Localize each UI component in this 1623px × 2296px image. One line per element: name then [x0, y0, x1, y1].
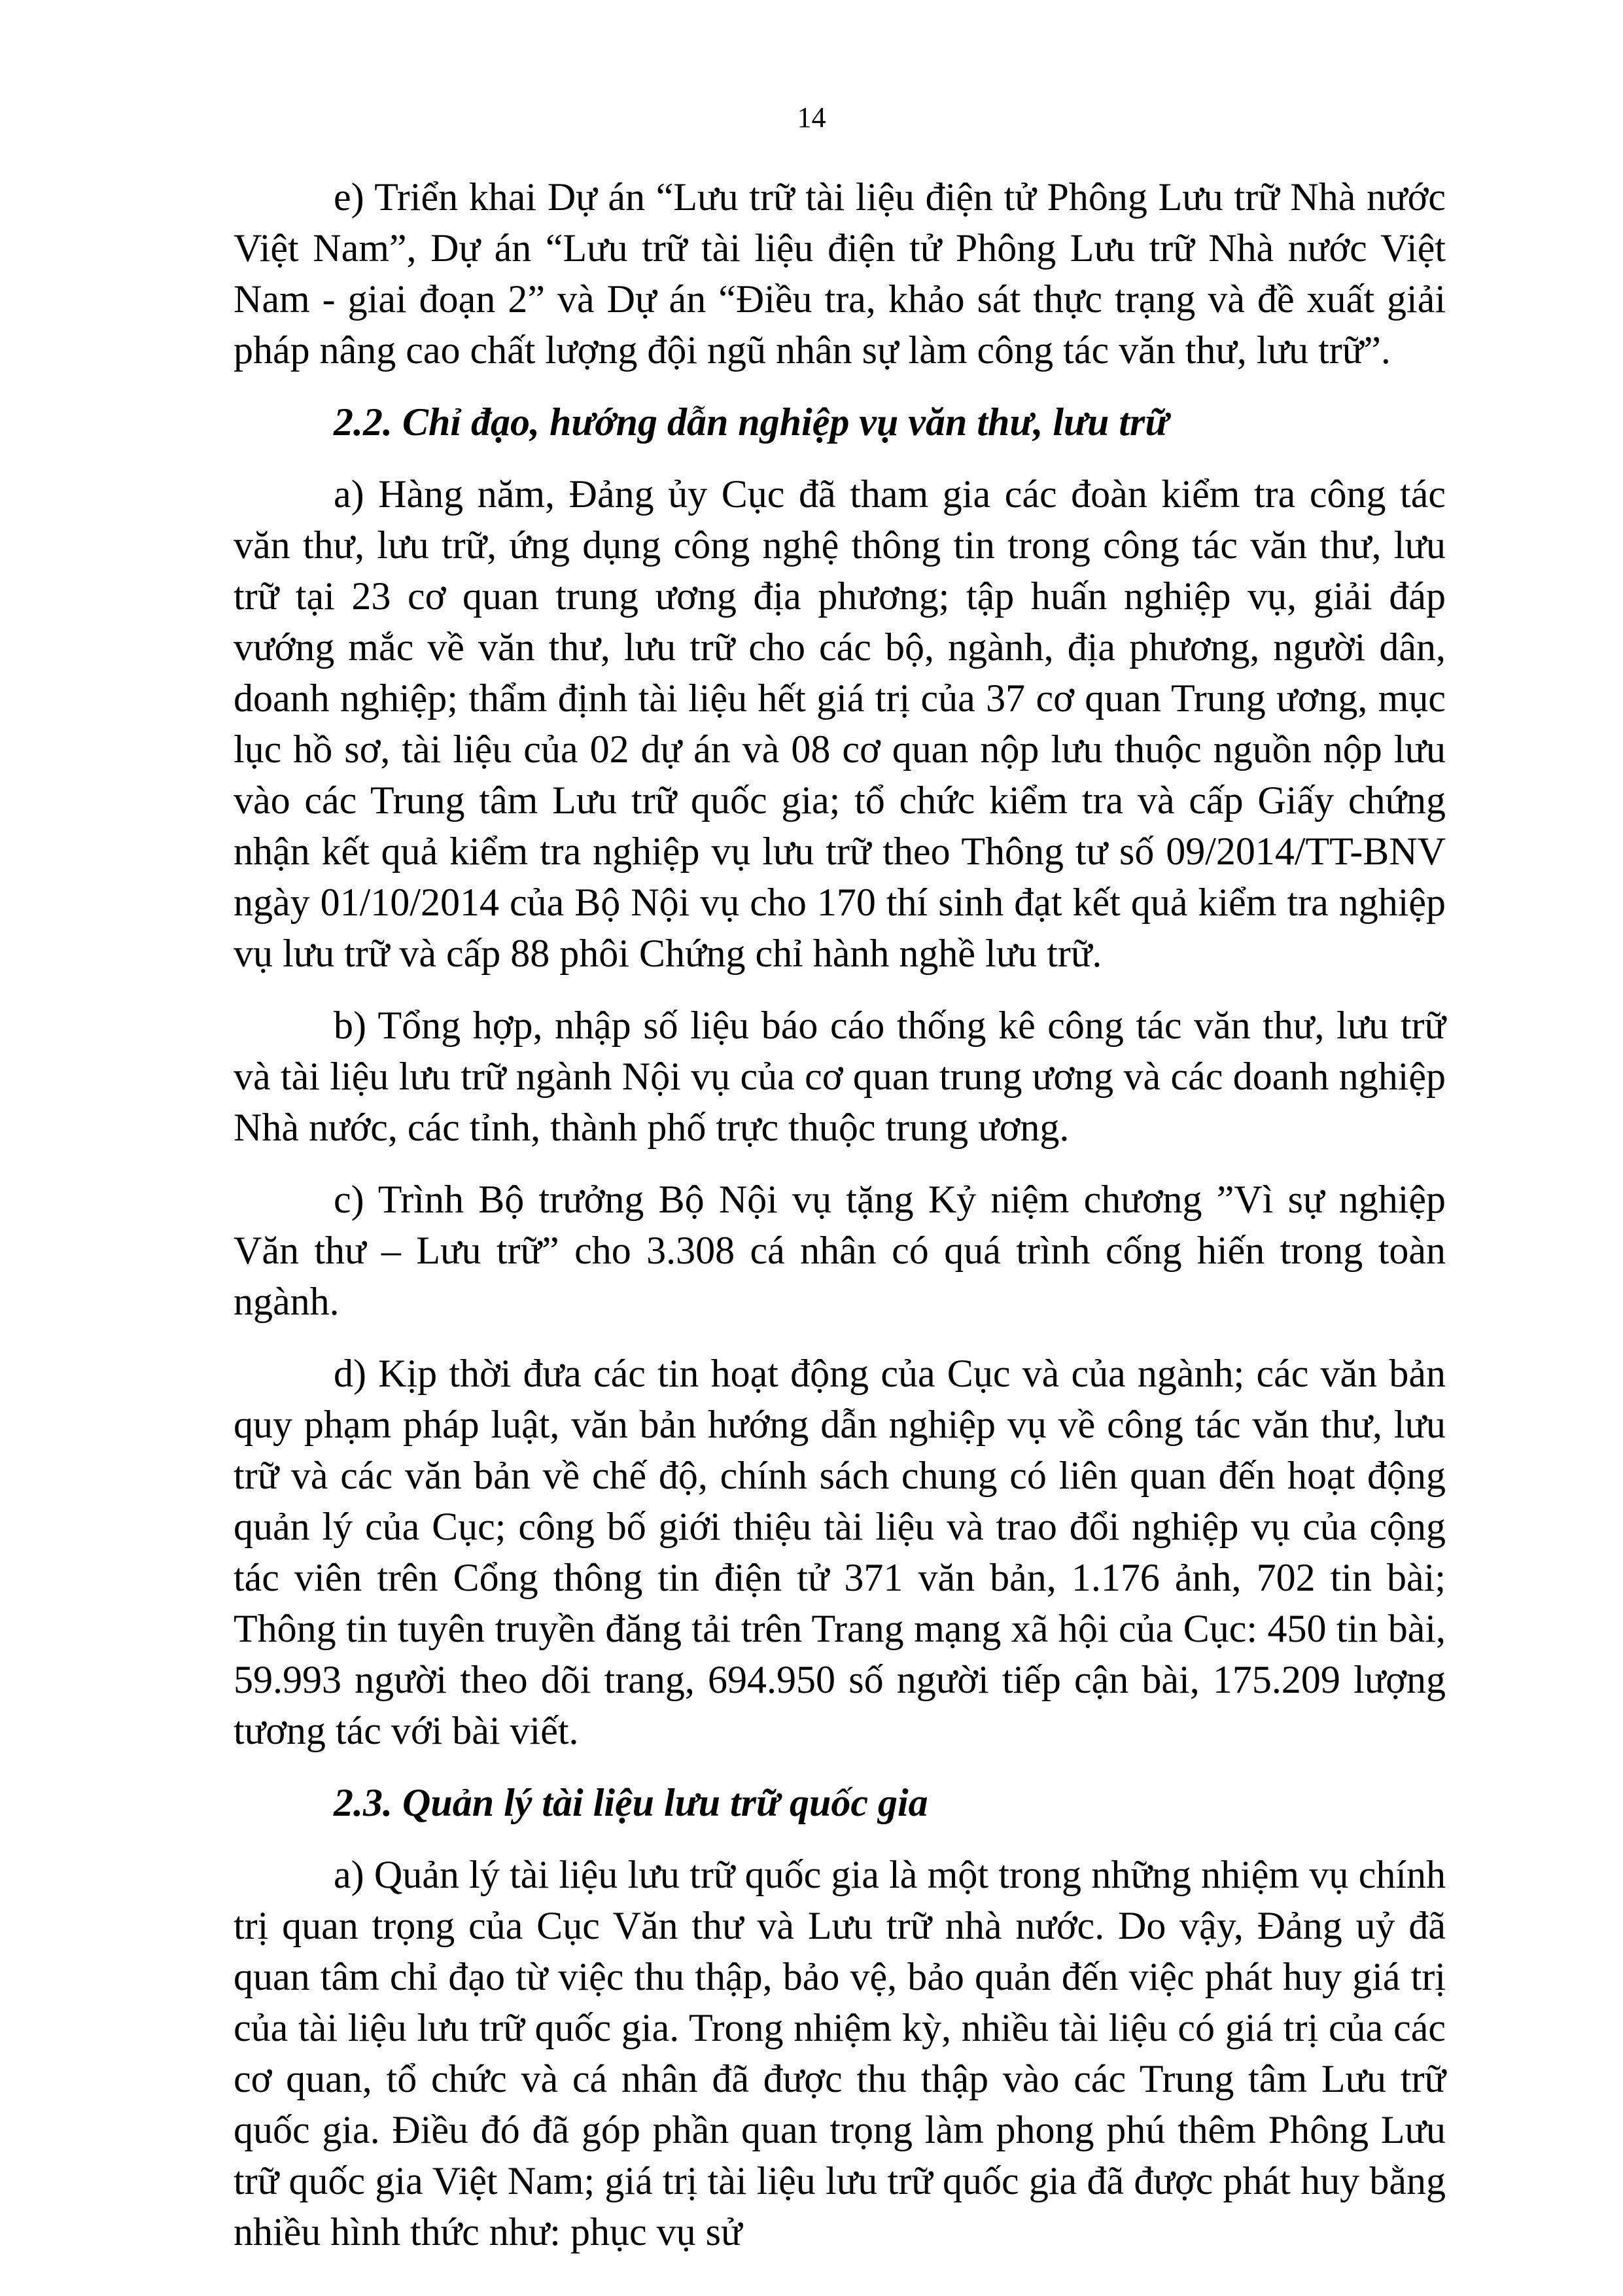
paragraph-b-statistics: b) Tổng hợp, nhập số liệu báo cáo thống kê công tác văn thư, lưu trữ và tài liệu lưu trữ ngành Nội vụ của cơ quan trung ương và các doanh nghiệp Nhà nước, các tỉnh, thành phố trực thuộc trung ương.: [234, 1004, 1446, 1149]
paragraph-a-national-archives: a) Quản lý tài liệu lưu trữ quốc gia là một trong những nhiệm vụ chính trị quan trọng của Cục Văn thư và Lưu trữ nhà nước. Do vậy, Đảng uỷ đã quan tâm chỉ đạo từ việc thu thập, bảo vệ, bảo quản đến việc phát huy giá trị của tài liệu lưu trữ quốc gia. Trong nhiệm kỳ, nhiều tài liệu có giá trị của các cơ quan, tổ chức và cá nhân đã được thu thập vào các Trung tâm Lưu trữ quốc gia. Điều đó đã góp phần quan trọng làm phong phú thêm Phông Lưu trữ quốc gia Việt Nam; giá trị tài liệu lưu trữ quốc gia đã được phát huy bằng nhiều hình thức như: phục vụ sử: [234, 1853, 1446, 2253]
paragraph-e-projects: e) Triển khai Dự án “Lưu trữ tài liệu điện tử Phông Lưu trữ Nhà nước Việt Nam”, Dự án “Lưu trữ tài liệu điện tử Phông Lưu trữ Nhà nước Việt Nam - giai đoạn 2” và Dự án “Điều tra, khảo sát thực trạng và đề xuất giải pháp nâng cao chất lượng đội ngũ nhân sự làm công tác văn thư, lưu trữ”.: [234, 175, 1446, 372]
paragraph-a-inspection: a) Hàng năm, Đảng ủy Cục đã tham gia các đoàn kiểm tra công tác văn thư, lưu trữ, ứng dụng công nghệ thông tin trong công tác văn thư, lưu trữ tại 23 cơ quan trung ương địa phương; tập huấn nghiệp vụ, giải đáp vướng mắc về văn thư, lưu trữ cho các bộ, ngành, địa phương, người dân, doanh nghiệp; thẩm định tài liệu hết giá trị của 37 cơ quan Trung ương, mục lục hồ sơ, tài liệu của 02 dự án và 08 cơ quan nộp lưu thuộc nguồn nộp lưu vào các Trung tâm Lưu trữ quốc gia; tổ chức kiểm tra và cấp Giấy chứng nhận kết quả kiểm tra nghiệp vụ lưu trữ theo Thông tư số 09/2014/TT-BNV ngày 01/10/2014 của Bộ Nội vụ cho 170 thí sinh đạt kết quả kiểm tra nghiệp vụ lưu trữ và cấp 88 phôi Chứng chỉ hành nghề lưu trữ.: [234, 472, 1446, 975]
paragraph-c-medal: c) Trình Bộ trưởng Bộ Nội vụ tặng Kỷ niệm chương ”Vì sự nghiệp Văn thư – Lưu trữ” cho 3.308 cá nhân có quá trình cống hiến trong toàn ngành.: [234, 1178, 1446, 1323]
page-number: 14: [797, 101, 826, 133]
paragraph-d-information: d) Kịp thời đưa các tin hoạt động của Cục và của ngành; các văn bản quy phạm pháp luật, văn bản hướng dẫn nghiệp vụ về công tác văn thư, lưu trữ và các văn bản về chế độ, chính sách chung có liên quan đến hoạt động quản lý của Cục; công bố giới thiệu tài liệu và trao đổi nghiệp vụ của cộng tác viên trên Cổng thông tin điện tử 371 văn bản, 1.176 ảnh, 702 tin bài; Thông tin tuyên truyền đăng tải trên Trang mạng xã hội của Cục: 450 tin bài, 59.993 người theo dõi trang, 694.950 số người tiếp cận bài, 175.209 lượng tương tác với bài viết.: [234, 1352, 1446, 1752]
section-heading-2-3: 2.3. Quản lý tài liệu lưu trữ quốc gia: [334, 1781, 928, 1824]
section-heading-2-2: 2.2. Chỉ đạo, hướng dẫn nghiệp vụ văn thư, lưu trữ: [334, 400, 1169, 444]
document-body: [234, 171, 1446, 2278]
